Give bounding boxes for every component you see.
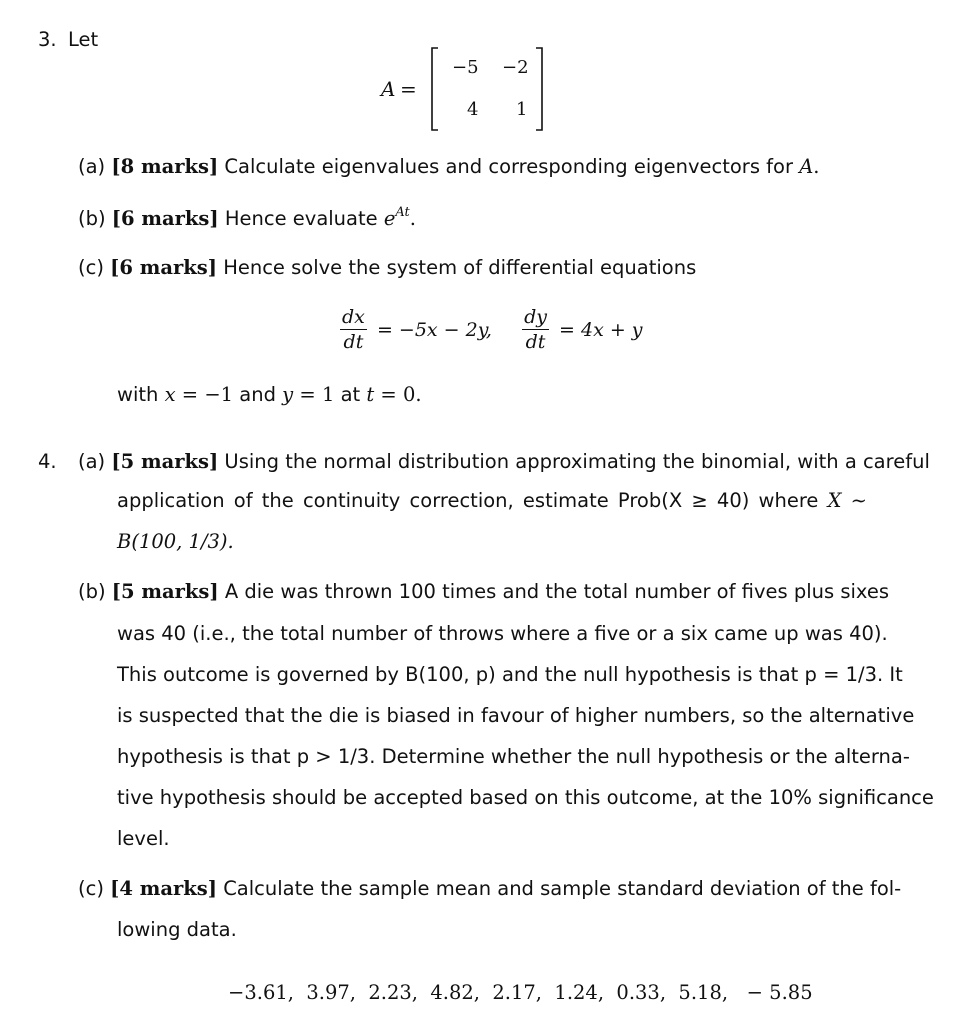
part-label: (c) — [78, 256, 104, 279]
part-text: Calculate the sample mean and sample standard deviation of the fol- — [223, 877, 902, 900]
part-label: (b) — [78, 207, 106, 230]
part-label: (a) — [78, 155, 106, 178]
initial-conditions: with x = −1 and y = 1 at t = 0. — [117, 383, 422, 406]
question-4b-line: This outcome is governed by B(100, p) and the null hypothesis is that p = 1/3. It — [117, 663, 903, 686]
marks-label: [6 marks] — [110, 256, 217, 279]
part-text: Hence solve the system of differential equations — [223, 256, 697, 279]
part-text: A die was thrown 100 times and the total number of fives plus sixes — [224, 580, 890, 603]
part-text: Using the normal distribution approximating the binomial, with a careful — [224, 450, 930, 473]
marks-label: [8 marks] — [111, 155, 219, 178]
matrix-brackets — [428, 46, 548, 132]
part-label: (c) — [78, 877, 104, 900]
part-text: Hence evaluate — [224, 207, 378, 230]
matrix-cell-1-2: −2 — [502, 57, 529, 78]
question-3a: (a) [8 marks] Calculate eigenvalues and corresponding eigenvectors for A. — [78, 155, 820, 178]
question-4a-line-3: B(100, 1/3). — [117, 530, 234, 553]
question-3b: (b) [6 marks] Hence evaluate $e^{At}$. — [78, 205, 416, 230]
marks-label: [6 marks] — [111, 207, 219, 230]
question-3c — [78, 256, 696, 279]
marks-label: [5 marks] — [111, 450, 219, 473]
question-4b-line: hypothesis is that p > 1/3. Determine whether the null hypothesis or the alterna- — [117, 745, 910, 768]
question-4a-line-2: application of the continuity correction, estimate Prob(X ≥ 40) where X ∼ — [117, 489, 867, 512]
marks-label: [4 marks] — [110, 877, 217, 900]
matrix-name: A — [381, 77, 396, 101]
question-4b-line: was 40 (i.e., the total number of throws where a five or a six came up was 40). — [117, 622, 888, 645]
question-4b-line: is suspected that the die is biased in favour of higher numbers, so the alternative — [117, 704, 915, 727]
marks-label: [5 marks] — [111, 580, 219, 603]
matrix-cell-2-1: 4 — [467, 99, 479, 120]
dy-dt-fraction: $\frac{dy}{dt}$ — [524, 306, 547, 353]
question-4b-line: tive hypothesis should be accepted based on this outcome, at the 10% significance — [117, 786, 934, 809]
dx-dt-fraction: $\frac{dx}{dt}$ — [342, 306, 365, 353]
question-4-number: 4. — [38, 450, 57, 473]
part-label: (a) — [78, 450, 106, 473]
part-text: Calculate eigenvalues and corresponding eigenvectors for — [224, 155, 793, 178]
matrix-cell-2-2: 1 — [516, 99, 528, 120]
question-4b-line: level. — [117, 827, 170, 850]
differential-equations: $\frac{dx}{dt}$ = −5x − 2y, $\frac{dy}{dt}$ = 4x + y — [342, 306, 643, 353]
question-3-number: 3. — [38, 28, 57, 51]
question-4c-line-2: lowing data. — [117, 918, 237, 941]
sample-data: −3.61, 3.97, 2.23, 4.82, 2.17, 1.24, 0.33, 5.18, − 5.85 — [228, 981, 813, 1004]
part-label: (b) — [78, 580, 106, 603]
matrix-cell-1-1: −5 — [452, 57, 479, 78]
question-3-intro: Let — [68, 28, 99, 51]
